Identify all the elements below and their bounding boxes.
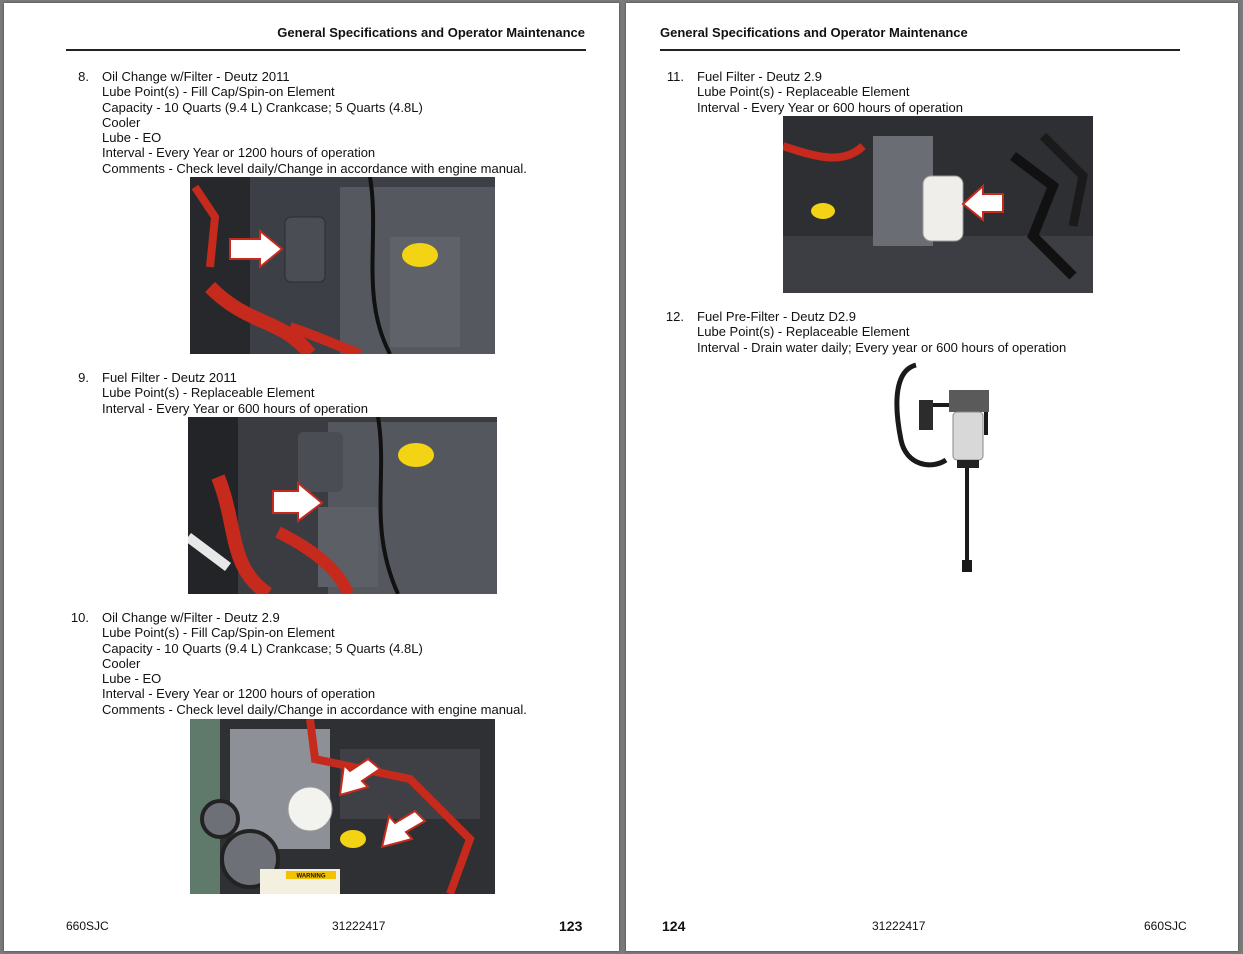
item-line: Cooler xyxy=(102,114,141,130)
header-rule xyxy=(66,49,586,51)
item-title: Fuel Pre-Filter - Deutz D2.9 xyxy=(697,309,856,324)
fuel-filter-deutz-2011-photo xyxy=(188,417,497,594)
oil-filter-deutz-29-photo xyxy=(190,719,495,894)
right-page xyxy=(626,3,1238,951)
item-line: Cooler xyxy=(102,655,141,671)
item-number: 12. xyxy=(665,309,684,324)
footer-doc-number: 31222417 xyxy=(332,919,386,933)
item-number: 9. xyxy=(78,370,89,385)
item-line: Interval - Every Year or 600 hours of operation xyxy=(697,99,963,115)
footer-model: 660SJC xyxy=(66,919,109,933)
footer-doc-number: 31222417 xyxy=(872,919,926,933)
item-number: 10. xyxy=(70,610,89,625)
item-line: Lube Point(s) - Replaceable Element xyxy=(697,324,910,340)
item-line: Lube Point(s) - Replaceable Element xyxy=(102,385,315,401)
fuel-pre-filter-photo xyxy=(891,360,991,580)
item-line: Lube - EO xyxy=(102,130,162,146)
header-rule xyxy=(660,49,1180,51)
item-line: Interval - Drain water daily; Every year or 600 hours of operation xyxy=(697,339,1067,355)
item-line: Capacity - 10 Quarts (9.4 L) Crankcase; 5 Quarts (4.8L) xyxy=(102,640,423,656)
item-title: Fuel Filter - Deutz 2.9 xyxy=(697,69,822,84)
item-title: Fuel Filter - Deutz 2011 xyxy=(102,370,237,385)
item-title: Oil Change w/Filter - Deutz 2011 xyxy=(102,69,290,84)
item-title: Oil Change w/Filter - Deutz 2.9 xyxy=(102,610,280,625)
item-line: Interval - Every Year or 1200 hours of operation xyxy=(102,145,376,161)
page-number: 123 xyxy=(559,918,583,934)
item-line: Interval - Every Year or 1200 hours of operation xyxy=(102,686,376,702)
left-page xyxy=(4,3,619,951)
item-line: Capacity - 10 Quarts (9.4 L) Crankcase; 5 Quarts (4.8L) xyxy=(102,99,423,115)
page-number: 124 xyxy=(662,918,686,934)
page-title: General Specifications and Operator Maintenance xyxy=(660,25,968,40)
item-line: Lube Point(s) - Fill Cap/Spin-on Element xyxy=(102,84,335,100)
item-line: Lube - EO xyxy=(102,671,162,687)
item-number: 8. xyxy=(78,69,89,84)
item-line: Comments - Check level daily/Change in accordance with engine manual. xyxy=(102,701,527,717)
item-number: 11. xyxy=(666,69,684,84)
item-line: Lube Point(s) - Replaceable Element xyxy=(697,84,910,100)
warning-label: WARNING xyxy=(296,873,326,880)
oil-filter-deutz-2011-photo xyxy=(190,177,495,354)
item-line: Interval - Every Year or 600 hours of operation xyxy=(102,400,368,416)
footer-model: 660SJC xyxy=(1144,919,1187,933)
fuel-filter-deutz-29-photo xyxy=(783,116,1093,293)
page-title: General Specifications and Operator Maintenance xyxy=(277,25,585,40)
item-line: Lube Point(s) - Fill Cap/Spin-on Element xyxy=(102,625,335,641)
item-line: Comments - Check level daily/Change in accordance with engine manual. xyxy=(102,160,527,176)
